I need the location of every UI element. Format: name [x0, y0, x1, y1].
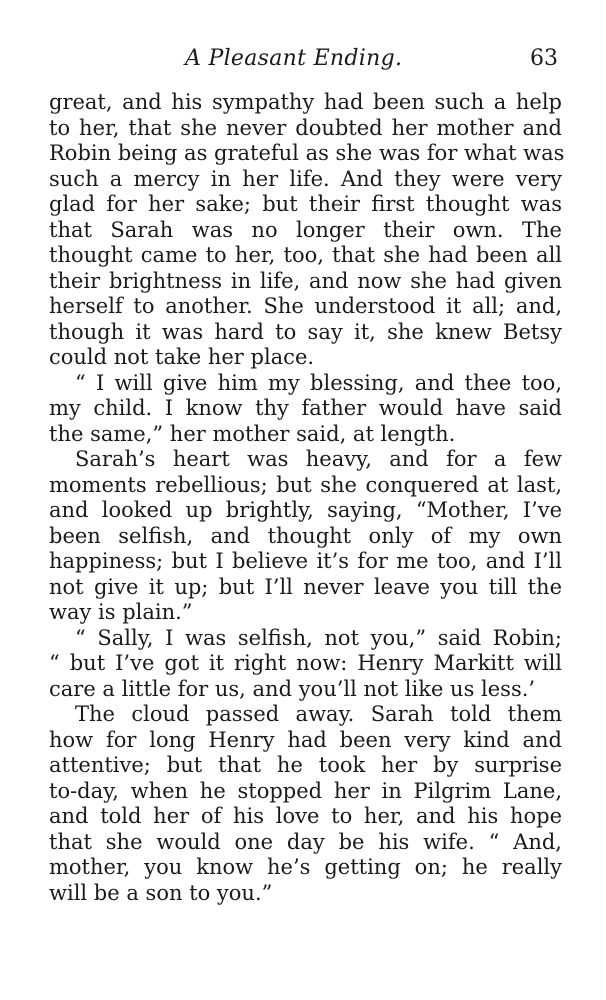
text-line: glad for her sake; but their first thought was	[49, 192, 562, 216]
text-line: will be a son to you.”	[49, 880, 273, 905]
text-line: my child. I know thy father would have said	[49, 396, 562, 420]
text-line: to-day, when he stopped her in Pilgrim Lane,	[49, 778, 562, 803]
text-line: The cloud passed away. Sarah told them	[75, 702, 562, 726]
text-line: been selfish, and thought only of my own	[49, 523, 562, 548]
page-number: 63	[530, 46, 558, 71]
text-line: that Sarah was no longer their own. The	[49, 217, 562, 242]
text-line: could not take her place.	[49, 345, 315, 369]
text-line: happiness; but I believe it’s for me too, and I’ll	[49, 549, 562, 573]
text-line: though it was hard to say it, she knew Betsy	[49, 319, 562, 344]
text-line: thought came to her, too, that she had been all	[49, 243, 562, 267]
text-line: Sarah’s heart was heavy, and for a few	[75, 447, 562, 471]
text-line: that she would one day be his wife. “ And,	[49, 829, 562, 854]
text-line: and looked up brightly, saying, “Mother, I’ve	[49, 498, 562, 522]
text-line: moments rebellious; but she conquered at last,	[49, 472, 562, 497]
text-line: “ I will give him my blessing, and thee too,	[75, 370, 562, 395]
text-line: care a little for us, and you’ll not like us less.’	[49, 676, 536, 701]
text-line: great, and his sympathy had been such a help	[49, 90, 562, 114]
text-line: Robin being as grateful as she was for what was	[49, 141, 565, 165]
text-line: to her, that she never doubted her mother and	[49, 115, 562, 140]
text-line: “ but I’ve got it right now: Henry Markitt will	[49, 651, 562, 675]
running-head	[0, 46, 606, 76]
body-text	[49, 90, 565, 906]
text-line: mother, you know he’s getting on; he really	[49, 855, 562, 879]
text-line: the same,” her mother said, at length.	[49, 421, 456, 446]
running-title: A Pleasant Ending.	[185, 46, 403, 71]
text-line: and told her of his love to her, and his hope	[49, 804, 562, 828]
text-line: such a mercy in her life. And they were very	[49, 166, 562, 191]
text-line: how for long Henry had been very kind and	[49, 727, 562, 752]
text-line: not give it up; but I’ll never leave you till the	[49, 574, 562, 599]
text-line: their brightness in life, and now she had given	[49, 268, 562, 293]
text-line: attentive; but that he took her by surprise	[49, 753, 562, 777]
text-line: way is plain.”	[49, 600, 193, 624]
text-line: herself to another. She understood it all; and,	[49, 294, 562, 318]
text-line: “ Sally, I was selfish, not you,” said Robin;	[75, 625, 562, 650]
